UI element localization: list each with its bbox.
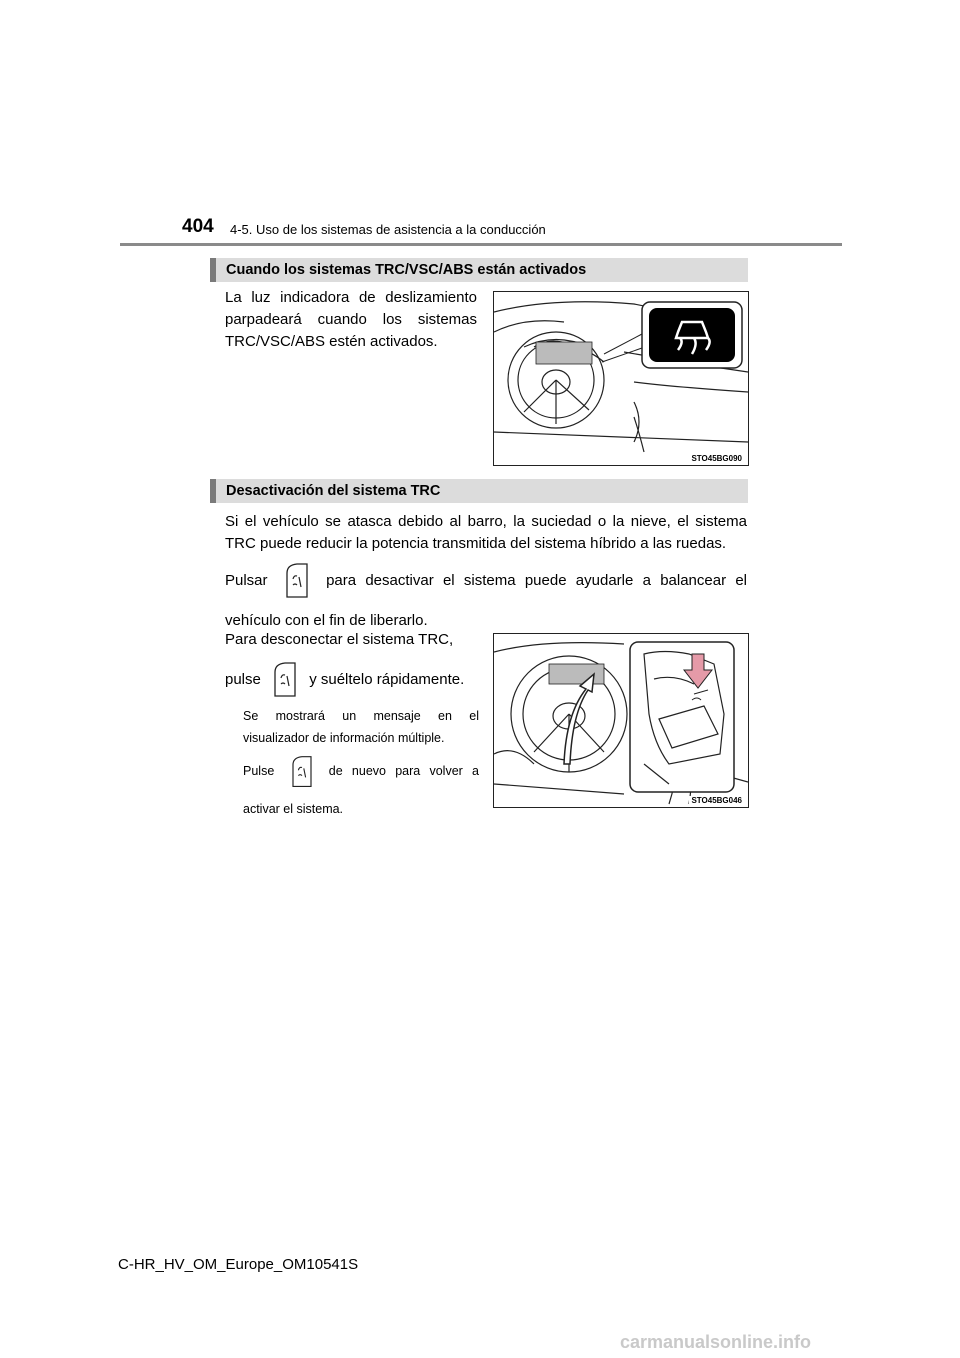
section-heading-trc-active: Cuando los sistemas TRC/VSC/ABS están activados [210,258,748,282]
section-heading-trc-off: Desactivación del sistema TRC [210,479,748,503]
figure-code-1: STO45BG090 [691,454,742,463]
para3-after: y suéltelo rápidamente. [309,670,465,688]
running-header: 4-5. Uso de los sistemas de asistencia a la conducción [230,222,546,237]
para2-before: Pulsar [225,572,268,589]
figure-code-2: STO45BG046 [691,796,742,805]
footer-doc-id: C-HR_HV_OM_Europe_OM10541S [118,1256,359,1273]
note2-before: Pulse [243,764,275,778]
para2-after: para desactivar el sistema puede ayudarle a balancear el vehículo con el fin de liberarlo. [225,572,748,630]
dashboard-illustration [494,292,748,465]
section2-para3 [225,660,477,700]
watermark: carmanualsonline.info [620,1332,812,1352]
section2-para3-line1: Para desconectar el sistema TRC, [225,631,454,648]
vsc-off-switch-icon [277,561,317,601]
note1: Se mostrará un mensaje en el visualizador de información múltiple. [243,709,479,745]
slip-indicator-icon [649,308,735,362]
vsc-off-switch-icon [284,754,320,790]
page-number: 404 [182,216,214,237]
section1-text: La luz indicadora de deslizamiento parpadeará cuando los sistemas TRC/VSC/ABS estén activados. [225,289,477,350]
header-rule [120,243,842,246]
figure-slip-indicator [493,291,749,466]
para3-before: pulse [225,670,261,688]
console-illustration [494,634,748,807]
note2-after: de nuevo para volver a activar el sistema. [243,764,480,816]
note2 [243,752,479,828]
vsc-off-switch-icon [265,660,305,700]
figure-trc-switch [493,633,749,808]
section2-para1: Si el vehículo se atasca debido al barro, la suciedad o la nieve, el sistema TRC puede reducir la potencia transmitida del sistema híbrido a las ruedas. [225,513,747,552]
